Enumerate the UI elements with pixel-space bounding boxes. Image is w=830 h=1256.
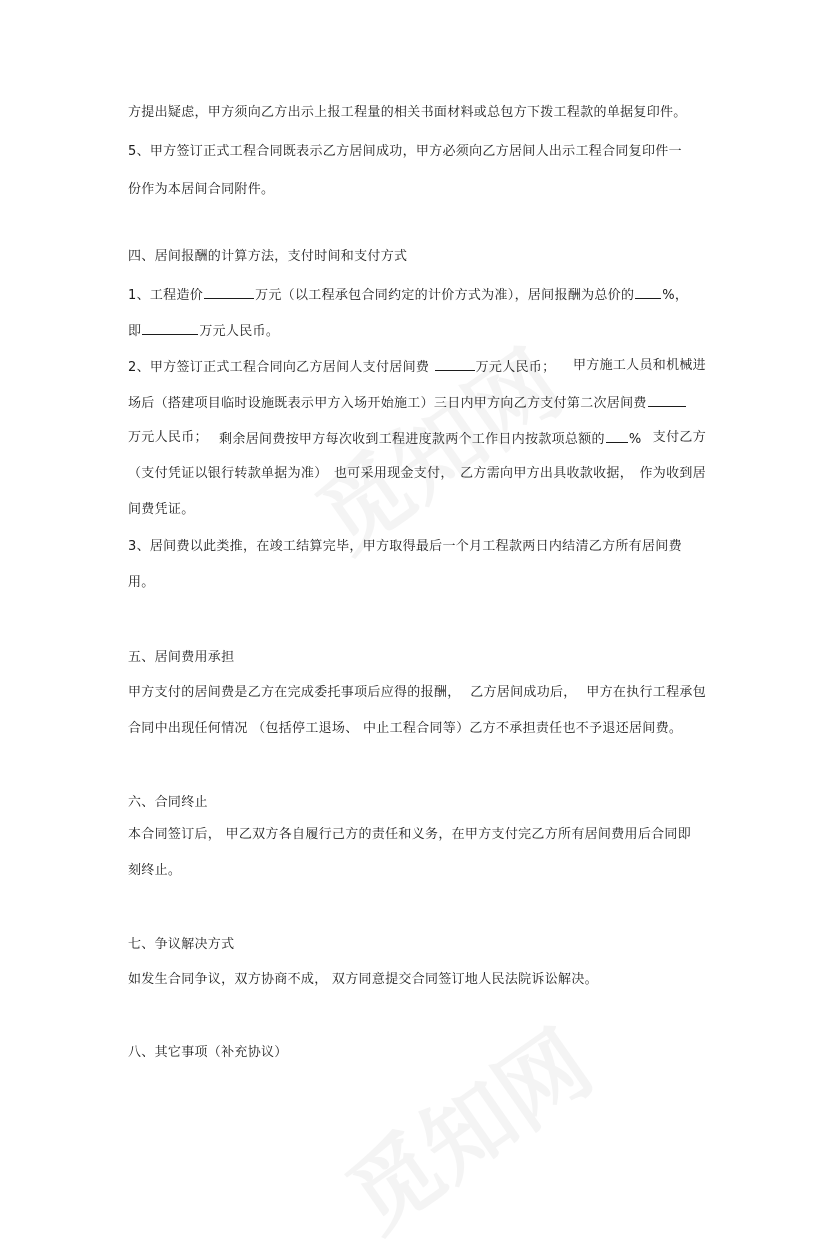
paragraph-line: 场后（搭建项目临时设施既表示甲方入场开始施工）三日内甲方向乙方支付第二次居间费 bbox=[128, 393, 708, 413]
paragraph-line: 用。 bbox=[128, 575, 155, 590]
paragraph-line: 甲方支付的居间费是乙方在完成委托事项后应得的报酬， 乙方居间成功后， 甲方在执行工程承包 bbox=[128, 685, 706, 700]
watermark bbox=[317, 994, 613, 1255]
paragraph-line: 如发生合同争议，双方协商不成， 双方同意提交合同签订地人民法院诉讼解决。 bbox=[128, 972, 598, 987]
paragraph-line: 即 万元人民币。 bbox=[128, 321, 708, 341]
paragraph-line: 份作为本居间合同附件。 bbox=[128, 182, 275, 197]
paragraph-line: （支付凭证以银行转款单据为准） 也可采用现金支付， 乙方需向甲方出具收款收据， 作为收到居 bbox=[128, 466, 706, 481]
fill-blank bbox=[648, 393, 686, 407]
paragraph-line: 方提出疑虑，甲方须向乙方出示上报工程量的相关书面材料或总包方下拨工程款的单据复印件。 bbox=[128, 105, 687, 120]
fill-blank bbox=[204, 285, 254, 299]
section-heading: 五、居间费用承担 bbox=[128, 650, 235, 665]
fill-blank bbox=[435, 357, 475, 371]
paragraph-line: 3、居间费以此类推，在竣工结算完毕，甲方取得最后一个月工程款两日内结清乙方所有居间费 bbox=[128, 539, 682, 554]
paragraph-line: 合同中出现任何情况 （包括停工退场、 中止工程合同等）乙方不承担责任也不予退还居间费。 bbox=[128, 721, 683, 736]
paragraph-line: 间费凭证。 bbox=[128, 502, 195, 517]
paragraph-line: 万元人民币； 剩余居间费按甲方每次收到工程进度款两个工作日内按款项总额的 % 支付乙方 bbox=[128, 430, 706, 447]
section-heading: 八、其它事项（补充协议） bbox=[128, 1045, 288, 1060]
paragraph-line: 2、甲方签订正式工程合同向乙方居间人支付居间费 万元人民币； 甲方施工人员和机械进 bbox=[128, 358, 706, 375]
section-heading: 四、居间报酬的计算方法，支付时间和支付方式 bbox=[128, 249, 408, 264]
fill-blank bbox=[635, 285, 661, 299]
paragraph-line: 5、甲方签订正式工程合同既表示乙方居间成功，甲方必须向乙方居间人出示工程合同复印件一 bbox=[128, 144, 682, 159]
fill-blank bbox=[606, 429, 628, 443]
section-heading: 六、合同终止 bbox=[128, 795, 208, 810]
paragraph-line: 1、工程造价 万元（以工程承包合同约定的计价方式为准），居间报酬为总价的 %， bbox=[128, 285, 708, 305]
paragraph-line: 本合同签订后， 甲乙双方各自履行己方的责任和义务，在甲方支付完乙方所有居间费用后合同即 bbox=[128, 827, 692, 842]
paragraph-line: 刻终止。 bbox=[128, 863, 182, 878]
section-heading: 七、争议解决方式 bbox=[128, 937, 235, 952]
fill-blank bbox=[142, 321, 198, 335]
